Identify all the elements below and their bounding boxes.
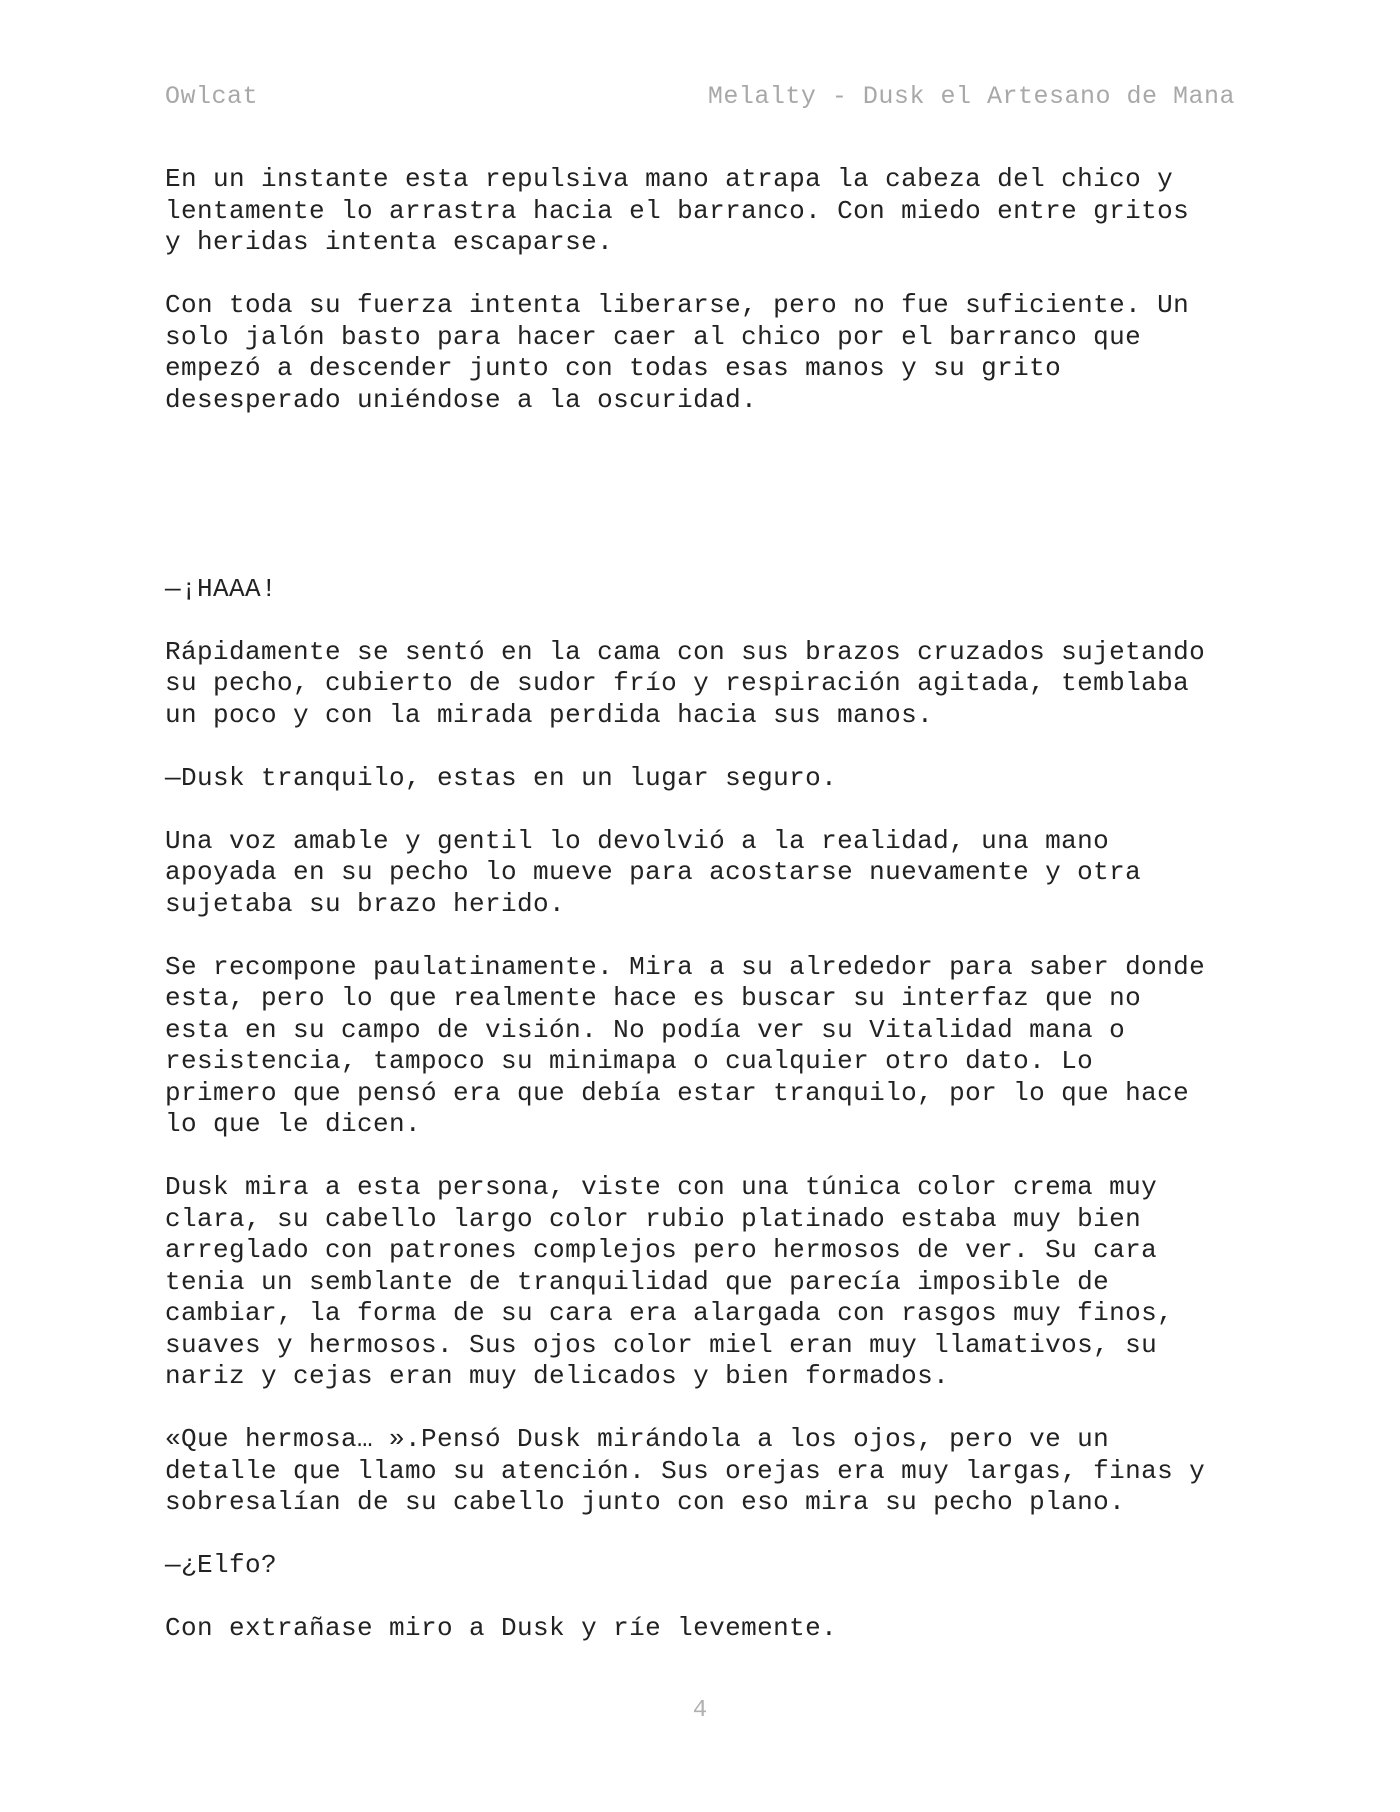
text-line: arreglado con patrones complejos pero hermosos de ver. Su cara <box>165 1235 1158 1265</box>
text-line: desesperado uniéndose a la oscuridad. <box>165 384 758 415</box>
text-line: En un instante esta repulsiva mano atrapa la cabeza del chico y <box>165 164 1174 194</box>
paragraph <box>165 1550 1255 1582</box>
paragraph <box>165 290 1255 416</box>
paragraph <box>165 164 1255 259</box>
text-line: Rápidamente se sentó en la cama con sus brazos cruzados sujetando <box>165 636 1206 667</box>
text-line: nariz y cejas eran muy delicados y bien formados. <box>165 1361 950 1391</box>
text-line: Con extrañase miro a Dusk y ríe levemente. <box>165 1613 838 1643</box>
text-line: cambiar, la forma de su cara era alargada con rasgos muy finos, <box>165 1298 1174 1328</box>
header-author: Owlcat <box>165 82 259 111</box>
page-header <box>165 82 1235 114</box>
document-body <box>165 164 1255 1676</box>
text-line: lentamente lo arrastra hacia el barranco. Con miedo entre gritos <box>165 195 1190 226</box>
paragraphs-top <box>165 164 1255 416</box>
text-line: Una voz amable y gentil lo devolvió a la realidad, una mano <box>165 825 1110 856</box>
text-line: Con toda su fuerza intenta liberarse, pero no fue suficiente. Un <box>165 290 1190 320</box>
paragraph <box>165 826 1255 921</box>
text-line: tenia un semblante de tranquilidad que parecía imposible de <box>165 1266 1110 1297</box>
text-line: esta en su campo de visión. No podía ver su Vitalidad mana o <box>165 1014 1126 1045</box>
text-line: detalle que llamo su atención. Sus orejas era muy largas, finas y <box>165 1455 1206 1486</box>
paragraph <box>165 637 1255 732</box>
text-line: apoyada en su pecho lo mueve para acostarse nuevamente y otra <box>165 857 1142 887</box>
paragraph <box>165 763 1255 795</box>
text-line: —¿Elfo? <box>165 1550 278 1580</box>
paragraph <box>165 1613 1255 1645</box>
text-line: su pecho, cubierto de sudor frío y respiración agitada, temblaba <box>165 668 1190 698</box>
text-line: lo que le dicen. <box>165 1109 422 1139</box>
text-line: —Dusk tranquilo, estas en un lugar seguro. <box>165 762 838 793</box>
text-line: sobresalían de su cabello junto con eso mira su pecho plano. <box>165 1487 1126 1517</box>
text-line: Se recompone paulatinamente. Mira a su alrededor para saber donde <box>165 951 1206 982</box>
paragraph <box>165 952 1255 1141</box>
text-line: un poco y con la mirada perdida hacia sus manos. <box>165 699 934 730</box>
text-line: empezó a descender junto con todas esas manos y su grito <box>165 353 1062 383</box>
text-line: esta, pero lo que realmente hace es buscar su interfaz que no <box>165 983 1142 1013</box>
section-break <box>165 448 1255 574</box>
text-line: y heridas intenta escaparse. <box>165 227 614 257</box>
text-line: sujetaba su brazo herido. <box>165 888 566 919</box>
text-line: Dusk mira a esta persona, viste con una túnica color crema muy <box>165 1172 1158 1202</box>
text-line: suaves y hermosos. Sus ojos color miel eran muy llamativos, su <box>165 1329 1158 1360</box>
text-line: clara, su cabello largo color rubio platinado estaba muy bien <box>165 1203 1142 1234</box>
text-line: —¡HAAA! <box>165 573 278 604</box>
paragraph <box>165 1424 1255 1519</box>
text-line: «Que hermosa… ».Pensó Dusk mirándola a los ojos, pero ve un <box>165 1424 1110 1454</box>
paragraph <box>165 574 1255 606</box>
text-line: resistencia, tampoco su minimapa o cualquier otro dato. Lo <box>165 1046 1094 1076</box>
text-line: solo jalón basto para hacer caer al chico por el barranco que <box>165 321 1142 352</box>
text-line: primero que pensó era que debía estar tranquilo, por lo que hace <box>165 1077 1190 1108</box>
paragraph <box>165 1172 1255 1393</box>
header-title: Melalty - Dusk el Artesano de Mana <box>707 82 1235 111</box>
page-number: 4 <box>692 1697 708 1724</box>
paragraphs-bottom <box>165 574 1255 1645</box>
